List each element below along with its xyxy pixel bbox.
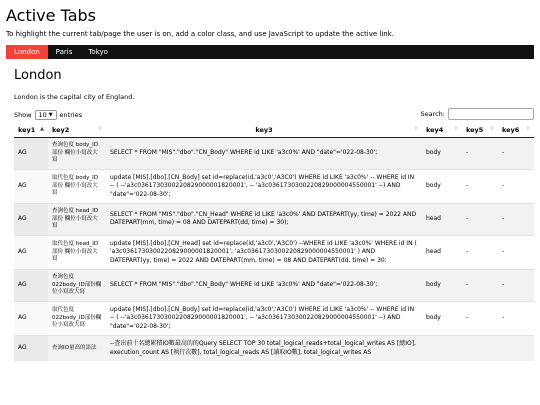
sort-icon: ⇕ <box>489 126 494 132</box>
sort-icon: ⇕ <box>453 126 458 132</box>
cell-key2: 取代色度 022body_ID部份欄位小寫改大寫 <box>48 301 106 336</box>
cell-key5 <box>462 336 498 362</box>
tab-bar <box>6 45 534 59</box>
cell-key1: AG <box>14 336 48 362</box>
cell-key4: head <box>422 204 462 236</box>
table-row <box>14 138 534 170</box>
cell-key2: 取代色度 head_ID部份 欄位小寫改大寫 <box>48 235 106 270</box>
cell-key5: - <box>462 301 498 336</box>
sort-icon: ⇕ <box>413 126 418 132</box>
cell-key1: AG <box>14 301 48 336</box>
cell-key6: - <box>498 138 534 170</box>
cell-key3: update [MIS].[dbo].[CN_Body] set id=replace(id,'a3c0','A3C0') WHERE id LIKE 'a3c0%' -- WHERE id IN -- ( --'a3c0361730300220829000001820001', -- 'a3c0361730300220829000004550001' --) AND "date"='022-08-30'; <box>106 169 422 204</box>
cell-key5: - <box>462 169 498 204</box>
tab-tokyo[interactable]: Tokyo <box>88 48 108 56</box>
cell-key6 <box>498 336 534 362</box>
cell-key3: SELECT * FROM "MIS"."dbo"."CN_Body" WHERE id LIKE 'a3c0%' AND "date"='022-08-30'; <box>106 270 422 302</box>
cell-key6: - <box>498 169 534 204</box>
cell-key1: AG <box>14 138 48 170</box>
cell-key2: 查詢色度 022body_ID部份欄位小寫改大寫 <box>48 270 106 302</box>
column-header-key2[interactable]: key2 ⇕ <box>48 123 106 138</box>
column-header-key4[interactable]: key4 ⇕ <box>422 123 462 138</box>
entries-length-control <box>14 110 82 120</box>
cell-key1: AG <box>14 235 48 270</box>
cell-key2: 查詢色度 head_ID部份 欄位小寫改大寫 <box>48 204 106 236</box>
cell-key3: update [MIS].[dbo].[CN_Body] set id=replace(id,'a3c0','A3C0') WHERE id LIKE 'a3c0%' -- WHERE id IN -- ( --'a3c0361730300220829000001820001', -- 'a3c0361730300220829000004550001' --) AND "date"='022-08-30'; <box>106 301 422 336</box>
sort-asc-icon: ▲ <box>40 126 44 132</box>
cell-key5: - <box>462 270 498 302</box>
page-title: Active Tabs <box>6 6 96 25</box>
table-row <box>14 204 534 236</box>
cell-key4: body <box>422 169 462 204</box>
table-row <box>14 336 534 362</box>
chevron-down-icon: ▼ <box>48 112 53 118</box>
cell-key1: AG <box>14 270 48 302</box>
entries-select-value: 10 <box>38 111 47 119</box>
cell-key6: - <box>498 301 534 336</box>
cell-key4: body <box>422 301 462 336</box>
search-label: Search: <box>420 110 445 118</box>
cell-key6: - <box>498 235 534 270</box>
cell-key1: AG <box>14 169 48 204</box>
cell-key3: --查出前十名總累積IO數最高的的Query SELECT TOP 30 total_logical_reads+total_logical_writes AS [總IO], execution_count AS [執行次數], total_logical_reads AS [讀取IO數], total_logical_writes AS <box>106 336 422 362</box>
intro-text: To highlight the current tab/page the user is on, add a color class, and use JavaScript to update the active link. <box>6 30 395 38</box>
table-row <box>14 270 534 302</box>
table-header-row <box>14 123 534 138</box>
entries-label: entries <box>59 111 83 119</box>
cell-key4: body <box>422 138 462 170</box>
cell-key6: - <box>498 204 534 236</box>
cell-key2: 查詢色度 body_ID部份 欄位小寫改大寫 <box>48 138 106 170</box>
column-header-key5[interactable]: key5 ⇕ <box>462 123 498 138</box>
tab-london[interactable]: London <box>6 45 48 59</box>
sort-icon: ⇕ <box>97 126 102 132</box>
city-title: London <box>14 68 62 83</box>
cell-key4 <box>422 336 462 362</box>
table-search <box>420 108 534 120</box>
search-input[interactable] <box>448 108 534 120</box>
cell-key6: - <box>498 270 534 302</box>
sort-icon: ⇕ <box>525 126 530 132</box>
tab-paris[interactable]: Paris <box>55 48 73 56</box>
cell-key5: - <box>462 204 498 236</box>
data-table <box>14 123 534 361</box>
column-header-key6[interactable]: key6 ⇕ <box>498 123 534 138</box>
cell-key3: update [MIS].[dbo].[CN_Head] set id=replace(id,'a3c0','A3C0') --WHERE id LIKE 'a3c0%' WHERE id IN ( 'a3c0361730300220829000001820001', 'a3c0361730300220829000004550001' ) AND DATEPART(yy, time) = 2022 AND DATEPART(mm, time) = 08 AND DATEPART(dd, time) = 30; <box>106 235 422 270</box>
show-label: Show <box>14 111 32 119</box>
cell-key2: 取代色度 body_ID部份 欄位小寫改大寫 <box>48 169 106 204</box>
column-header-key1[interactable]: key1 ▲ <box>14 123 48 138</box>
cell-key1: AG <box>14 204 48 236</box>
column-header-key3[interactable]: key3 ⇕ <box>106 123 422 138</box>
table-row <box>14 301 534 336</box>
cell-key3: SELECT * FROM "MIS"."dbo"."CN_Body" WHERE id LIKE 'a3c0%' AND "date"='022-08-30'; <box>106 138 422 170</box>
cell-key4: body <box>422 270 462 302</box>
entries-select[interactable] <box>35 110 57 120</box>
city-description: London is the capital city of England. <box>14 93 135 101</box>
cell-key5: - <box>462 138 498 170</box>
cell-key2: 查詢IO量高的語法 <box>48 336 106 362</box>
cell-key4: head <box>422 235 462 270</box>
table-row <box>14 235 534 270</box>
cell-key3: SELECT * FROM "MIS"."dbo"."CN_Head" WHERE id LIKE 'a3c0%' AND DATEPART(yy, time) = 2022 AND DATEPART(mm, time) = 08 AND DATEPART(dd, time) = 30); <box>106 204 422 236</box>
table-row <box>14 169 534 204</box>
cell-key5: - <box>462 235 498 270</box>
